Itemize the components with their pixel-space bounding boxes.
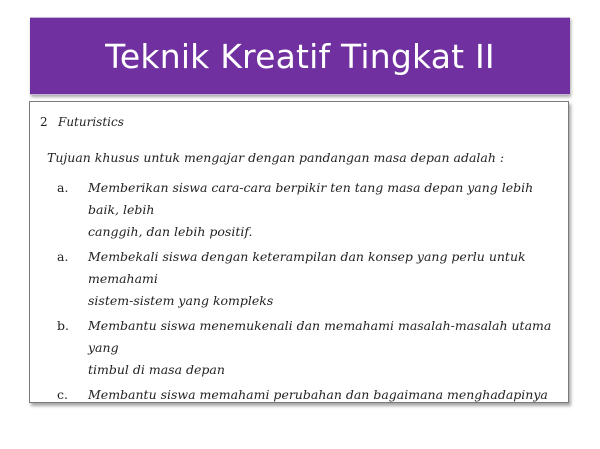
list-item-text: Membekali siswa dengan keterampilan dan konsep yang perlu untuk memahami sistem-sistem yang kompleks bbox=[88, 249, 526, 308]
list-item bbox=[57, 246, 557, 312]
list-item-letter: b. bbox=[57, 318, 69, 333]
list-item-letter: a. bbox=[57, 180, 69, 195]
objectives-list bbox=[57, 177, 557, 409]
intro-text: Tujuan khusus untuk mengajar dengan pandangan masa depan adalah : bbox=[47, 150, 505, 165]
section-heading bbox=[40, 115, 124, 129]
section-title: Futuristics bbox=[58, 115, 124, 129]
section-number: 2 bbox=[40, 115, 48, 129]
list-item-letter: c. bbox=[57, 387, 68, 402]
title-banner bbox=[30, 17, 570, 95]
slide-title: Teknik Kreatif Tingkat II bbox=[105, 36, 495, 76]
list-item-text: Memberikan siswa cara-cara berpikir ten tang masa depan yang lebih baik, lebih canggih, dan lebih positif. bbox=[88, 180, 534, 239]
list-item-text: Membantu siswa memahami perubahan dan bagaimana menghadapinya bbox=[88, 387, 548, 402]
list-item-letter: a. bbox=[57, 249, 69, 264]
list-item bbox=[57, 177, 557, 243]
list-item bbox=[57, 384, 557, 406]
list-item bbox=[57, 315, 557, 381]
content-box bbox=[29, 101, 569, 403]
list-item-text: Membantu siswa menemukenali dan memahami masalah-masalah utama yang timbul di masa depan bbox=[88, 318, 552, 377]
